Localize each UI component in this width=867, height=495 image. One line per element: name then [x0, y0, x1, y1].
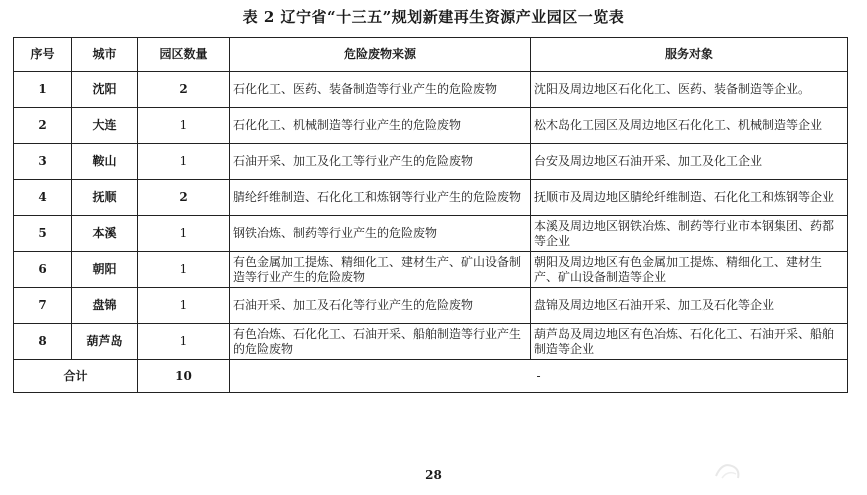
row-service: 盘锦及周边地区石油开采、加工及石化等企业: [531, 288, 848, 324]
row-count: 2: [138, 180, 230, 216]
row-service: 抚顺市及周边地区腈纶纤维制造、石化化工和炼钢等企业: [531, 180, 848, 216]
total-label: 合计: [14, 360, 138, 393]
row-source: 石化化工、机械制造等行业产生的危险废物: [230, 108, 531, 144]
header-source: 危险废物来源: [230, 38, 531, 72]
row-no: 7: [14, 288, 72, 324]
row-source: 有色冶炼、石化化工、石油开采、船舶制造等行业产生的危险废物: [230, 324, 531, 360]
row-service: 台安及周边地区石油开采、加工及化工企业: [531, 144, 848, 180]
row-no: 6: [14, 252, 72, 288]
total-rest: -: [230, 360, 848, 393]
table-row: [14, 216, 848, 252]
table-row: [14, 108, 848, 144]
table-row: [14, 72, 848, 108]
row-count: 1: [138, 108, 230, 144]
row-city: 盘锦: [72, 288, 138, 324]
row-city: 葫芦岛: [72, 324, 138, 360]
row-no: 2: [14, 108, 72, 144]
row-city: 抚顺: [72, 180, 138, 216]
header-count: 园区数量: [138, 38, 230, 72]
header-no: 序号: [14, 38, 72, 72]
row-no: 1: [14, 72, 72, 108]
row-city: 鞍山: [72, 144, 138, 180]
table-title: 表 2 辽宁省“十三五”规划新建再生资源产业园区一览表: [242, 8, 625, 26]
row-service: 本溪及周边地区钢铁冶炼、制药等行业市本钢集团、药都等企业: [531, 216, 848, 252]
row-city: 大连: [72, 108, 138, 144]
row-city: 本溪: [72, 216, 138, 252]
row-count: 2: [138, 72, 230, 108]
header-service: 服务对象: [531, 38, 848, 72]
row-source: 有色金属加工提炼、精细化工、建材生产、矿山设备制造等行业产生的危险废物: [230, 252, 531, 288]
table-row: [14, 324, 848, 360]
row-no: 8: [14, 324, 72, 360]
row-service: 松木岛化工园区及周边地区石化化工、机械制造等企业: [531, 108, 848, 144]
row-count: 1: [138, 216, 230, 252]
row-source: 石油开采、加工及石化等行业产生的危险废物: [230, 288, 531, 324]
row-no: 4: [14, 180, 72, 216]
table-row: [14, 252, 848, 288]
table-row: [14, 180, 848, 216]
table-row: [14, 144, 848, 180]
watermark-icon: [708, 456, 748, 486]
row-source: 钢铁冶炼、制药等行业产生的危险废物: [230, 216, 531, 252]
industrial-park-table: [13, 37, 848, 393]
total-count: 10: [138, 360, 230, 393]
row-count: 1: [138, 324, 230, 360]
header-row: [14, 38, 848, 72]
table-row: [14, 288, 848, 324]
row-no: 5: [14, 216, 72, 252]
row-city: 沈阳: [72, 72, 138, 108]
row-source: 石化化工、医药、装备制造等行业产生的危险废物: [230, 72, 531, 108]
row-count: 1: [138, 288, 230, 324]
row-count: 1: [138, 144, 230, 180]
row-count: 1: [138, 252, 230, 288]
row-no: 3: [14, 144, 72, 180]
row-service: 葫芦岛及周边地区有色冶炼、石化化工、石油开采、船舶制造等企业: [531, 324, 848, 360]
row-city: 朝阳: [72, 252, 138, 288]
row-source: 石油开采、加工及化工等行业产生的危险废物: [230, 144, 531, 180]
row-service: 沈阳及周边地区石化化工、医药、装备制造等企业。: [531, 72, 848, 108]
total-row: [14, 360, 848, 393]
row-source: 腈纶纤维制造、石化化工和炼钢等行业产生的危险废物: [230, 180, 531, 216]
row-service: 朝阳及周边地区有色金属加工提炼、精细化工、建材生产、矿山设备制造等企业: [531, 252, 848, 288]
page-number: 28: [425, 468, 442, 482]
header-city: 城市: [72, 38, 138, 72]
